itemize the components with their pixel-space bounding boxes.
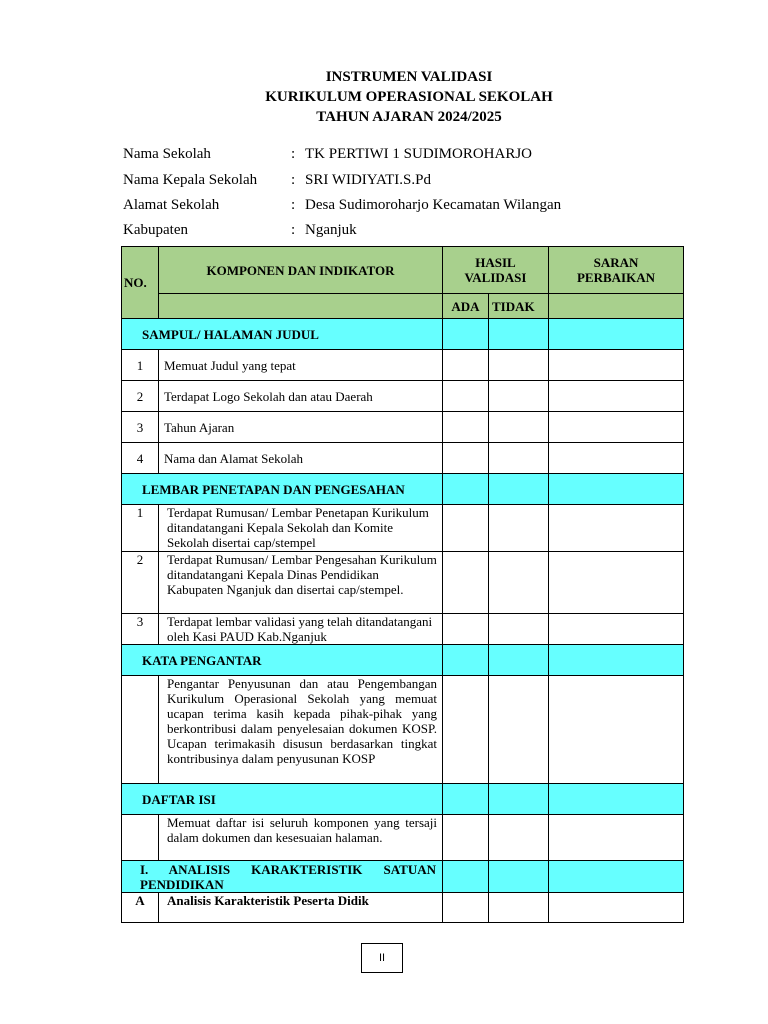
section-title: KATA PENGANTAR	[122, 645, 443, 676]
info-value-school-name: TK PERTIWI 1 SUDIMOROHARJO	[305, 146, 533, 162]
header-no: NO.	[122, 247, 159, 319]
info-colon: :	[291, 197, 296, 213]
ada-cell	[443, 893, 489, 923]
ada-cell	[443, 350, 489, 381]
row-indicator: Analisis Karakteristik Peserta Didik	[159, 893, 443, 923]
saran-cell	[549, 412, 684, 443]
saran-cell	[549, 893, 684, 923]
ada-cell	[443, 443, 489, 474]
row-number: 3	[122, 412, 159, 443]
table-row	[122, 676, 684, 784]
info-label-principal: Nama Kepala Sekolah	[123, 172, 258, 188]
tidak-cell	[489, 350, 549, 381]
table-row	[122, 350, 684, 381]
header-hasil-validasi: HASIL VALIDASI	[443, 247, 549, 294]
row-indicator: Terdapat lembar validasi yang telah ditandatangani oleh Kasi PAUD Kab.Nganjuk	[159, 614, 443, 645]
section-title: SAMPUL/ HALAMAN JUDUL	[122, 319, 443, 350]
tidak-cell	[489, 614, 549, 645]
info-label-school-name: Nama Sekolah	[123, 146, 211, 162]
doc-title-line-1: INSTRUMEN VALIDASI	[325, 69, 493, 85]
section-row	[122, 861, 684, 893]
saran-cell	[549, 784, 684, 815]
tidak-cell	[489, 319, 549, 350]
row-number: 1	[122, 505, 159, 552]
saran-cell	[549, 645, 684, 676]
tidak-cell	[489, 505, 549, 552]
table-row	[122, 505, 684, 552]
tidak-cell	[489, 815, 549, 861]
info-value-principal: SRI WIDIYATI.S.Pd	[305, 172, 431, 188]
ada-cell	[443, 474, 489, 505]
ada-cell	[443, 784, 489, 815]
ada-cell	[443, 614, 489, 645]
row-indicator: Memuat daftar isi seluruh komponen yang tersaji dalam dokumen dan kesesuaian halaman.	[159, 815, 443, 861]
ada-cell	[443, 815, 489, 861]
tidak-cell	[489, 676, 549, 784]
ada-cell	[443, 319, 489, 350]
row-number: 2	[122, 552, 159, 614]
table-row	[122, 443, 684, 474]
tidak-cell	[489, 893, 549, 923]
page-number: II	[361, 943, 403, 973]
doc-title-line-2: KURIKULUM OPERASIONAL SEKOLAH	[265, 89, 553, 105]
saran-cell	[549, 474, 684, 505]
ada-cell	[443, 505, 489, 552]
saran-cell	[549, 676, 684, 784]
row-number: 4	[122, 443, 159, 474]
section-title: LEMBAR PENETAPAN DAN PENGESAHAN	[122, 474, 443, 505]
saran-cell	[549, 614, 684, 645]
doc-title-line-3: TAHUN AJARAN 2024/2025	[316, 109, 502, 125]
saran-cell	[549, 443, 684, 474]
ada-cell	[443, 645, 489, 676]
ada-cell	[443, 676, 489, 784]
info-value-address: Desa Sudimoroharjo Kecamatan Wilangan	[305, 197, 562, 213]
ada-cell	[443, 861, 489, 893]
header-komponen: KOMPONEN DAN INDIKATOR	[159, 247, 443, 294]
row-number: 1	[122, 350, 159, 381]
row-indicator: Terdapat Rumusan/ Lembar Penetapan Kurikulum ditandatangani Kepala Sekolah dan Komite Sekolah disertai cap/stempel	[159, 505, 443, 552]
tidak-cell	[489, 443, 549, 474]
saran-cell	[549, 381, 684, 412]
saran-cell	[549, 350, 684, 381]
row-indicator: Memuat Judul yang tepat	[159, 350, 443, 381]
section-title: DAFTAR ISI	[122, 784, 443, 815]
header-komponen-sub	[159, 294, 443, 319]
row-number	[122, 815, 159, 861]
tidak-cell	[489, 861, 549, 893]
table-row	[122, 893, 684, 923]
tidak-cell	[489, 381, 549, 412]
table-row	[122, 815, 684, 861]
tidak-cell	[489, 552, 549, 614]
row-indicator: Terdapat Logo Sekolah dan atau Daerah	[159, 381, 443, 412]
tidak-cell	[489, 784, 549, 815]
section-row	[122, 784, 684, 815]
row-number	[122, 676, 159, 784]
saran-cell	[549, 552, 684, 614]
ada-cell	[443, 552, 489, 614]
ada-cell	[443, 381, 489, 412]
table-row	[122, 381, 684, 412]
saran-cell	[549, 505, 684, 552]
header-saran-sub	[549, 294, 684, 319]
header-saran-perbaikan: SARAN PERBAIKAN	[549, 247, 684, 294]
section-row	[122, 474, 684, 505]
section-title: I. ANALISIS KARAKTERISTIK SATUAN PENDIDIKAN	[122, 861, 443, 893]
table-row	[122, 552, 684, 614]
section-row	[122, 319, 684, 350]
tidak-cell	[489, 474, 549, 505]
row-indicator: Terdapat Rumusan/ Lembar Pengesahan Kurikulum ditandatangani Kepala Dinas Pendidikan Kabupaten Nganjuk dan disertai cap/stempel.	[159, 552, 443, 614]
info-colon: :	[291, 222, 296, 238]
header-tidak: TIDAK	[489, 294, 549, 319]
saran-cell	[549, 861, 684, 893]
table-row	[122, 614, 684, 645]
validation-table	[121, 246, 684, 923]
ada-cell	[443, 412, 489, 443]
info-label-address: Alamat Sekolah	[123, 197, 220, 213]
row-number: A	[122, 893, 159, 923]
tidak-cell	[489, 412, 549, 443]
tidak-cell	[489, 645, 549, 676]
header-ada: ADA	[443, 294, 489, 319]
info-value-regency: Nganjuk	[305, 222, 357, 238]
row-indicator: Pengantar Penyusunan dan atau Pengembangan Kurikulum Operasional Sekolah yang memuat ucapan terima kasih kepada pihak-pihak yang berkontribusi dalam penyelesaian dokumen KOSP. Ucapan terimakasih disusun berdasarkan tingkat kontribusinya dalam penyusunan KOSP	[159, 676, 443, 784]
section-row	[122, 645, 684, 676]
row-indicator: Nama dan Alamat Sekolah	[159, 443, 443, 474]
row-indicator: Tahun Ajaran	[159, 412, 443, 443]
table-row	[122, 412, 684, 443]
saran-cell	[549, 815, 684, 861]
row-number: 3	[122, 614, 159, 645]
info-label-regency: Kabupaten	[123, 222, 188, 238]
saran-cell	[549, 319, 684, 350]
info-colon: :	[291, 146, 296, 162]
row-number: 2	[122, 381, 159, 412]
info-colon: :	[291, 172, 296, 188]
